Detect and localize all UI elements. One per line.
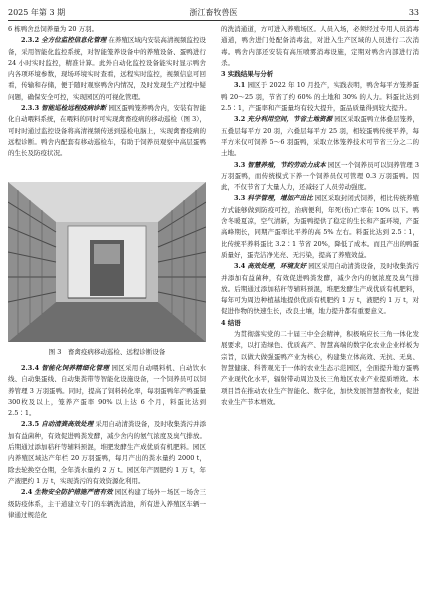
figure-caption: 图 3 畜禽疫病移动巡检、远程诊断设备 <box>48 348 166 356</box>
left-column-bottom <box>8 363 206 521</box>
section-3-heading <box>221 69 419 80</box>
section-number: 3.2 <box>234 115 246 124</box>
section-title: 结语 <box>227 318 241 327</box>
section-title: 智慧养殖，节约劳动力成本 <box>247 160 326 169</box>
section-body: 园区于 2022 年 10 月投产，实践表明，鸭舍每平方笼养蛋鸭 20～25 羽，节省了约 60% 的土地和 30% 的人力。料蛋比达到 2.5∶1，产蛋率和产蛋量均有较大提升，蛋品质量得到较大提升。 <box>221 81 419 113</box>
section-body: 园区构建了场外－场区－场舍三级防疫体系，主干道建立专门的车辆洗消池，所有进入养殖区车辆一律通过规范化 <box>8 488 207 519</box>
section-title: 实践结果与分析 <box>227 70 274 79</box>
section-title: 充分利用空间，节省土地资源 <box>247 115 333 124</box>
section-body: 采用自动清粪设备，及时收集粪污并添加有益菌种，有效促进鸭粪发酵，减少舍内的氨气浓度及臭气排放。后期通过添加秸秆等辅料预混，堆肥发酵生产成优质有机肥料。园区内养殖区域达产年栏 20 万羽蛋鸭，每月产出的粪水量约 2000 t，除去轮换空仓期，全年粪水量约 2 万 t。园区年产固肥约 1 万 t，年产液肥约 1 万 t，实现粪污的有效资源化利用。 <box>8 420 206 485</box>
section-3-3-labor <box>221 160 419 194</box>
section-title: 科学管理，增加产出比 <box>247 194 313 203</box>
section-body: 园区采用自动清粪设备，及时收集粪污并添加有益菌种，有效促进鸭粪发酵，减少舍内的氨浓度及臭气排放。后期通过添加秸秆等辅料预混，堆肥发酵生产成优质有机肥料，每年可为周边种植基地提供优质有机肥约 1 万 t，液肥约 1 万 t，对促进作物的快速生长，改良土壤，地力提升都有重要意义。 <box>221 262 420 316</box>
figure-3-photo <box>8 182 206 342</box>
section-number: 2.3.3 <box>21 104 40 113</box>
page-number: 33 <box>408 8 419 17</box>
section-number: 3.4 <box>234 262 246 271</box>
section-2-3-5 <box>8 419 206 487</box>
paragraph-continuation: 的洗消通道，方可进入养殖场区。人员入场，必须经过专用人员消毒通道，鸭舍进门处配备消毒盆，对进入生产区域的人员进行二次消毒。鸭舍内部还安装有高压喷雾消毒设施，定期对鸭舍内部进行消杀。 <box>221 25 419 67</box>
section-2-4 <box>8 487 206 521</box>
section-number: 3.1 <box>234 81 246 90</box>
section-number: 2.3.4 <box>21 364 40 372</box>
section-body: 园区蛋鸭笼养鸭舍内，安装有智能化自动喂料系统，在喂料的同时可实现禽畜疫病的移动巡检（图 3），可时时通过监控设备将高清视频传送到巡检电脑上，实现禽畜疫病的远程诊断。鸭舍内配套有移动巡检车，有助于饲养员观察中高层蛋鸭的生长及防疫状况。 <box>8 104 206 158</box>
journal-title: 浙江畜牧兽医 <box>189 8 238 17</box>
page-header <box>8 6 419 20</box>
section-title: 生物安全防护措施严密有效 <box>34 488 113 497</box>
section-number: 3.3 <box>234 160 246 169</box>
header-rule <box>8 20 419 21</box>
section-body: 园区一个饲养员可以饲养管理 3 万羽蛋鸭，而传统模式下养一个饲养员仅可管理 0.3 万羽蛋鸭。因此，不仅节省了大量人力，还减轻了人员劳动强度。 <box>221 160 420 192</box>
section-body: 园区采取封闭式饲养，相比传统养殖方式能够做到防疫可控，治病便利，年死(伤)亡率在 10% 以下。鸭舍冬暖夏凉，空气清新，为蛋鸭提供了稳定的生长和产蛋环境，产蛋高峰期长，同期产蛋率比平养的高 5% 左右。料蛋比达到 2.5∶1，比传统平养料蛋比 3.2∶1 节省 20%，降低了成本。而且产出的鸭蛋质量好，蛋壳洁净光亮、无污染，提高了养殖效益。 <box>221 194 419 259</box>
section-title: 全方位监控信息化管理 <box>41 36 107 45</box>
section-3-4 <box>221 261 419 317</box>
right-column <box>221 24 419 408</box>
section-3-3-management <box>221 193 419 261</box>
section-2-3-4 <box>8 363 206 419</box>
section-number: 4 <box>221 318 226 327</box>
issue-label: 2025 年第 3 期 <box>8 8 66 17</box>
section-body: 园区采取蛋鸭立体叠层笼养，五叠层每平方 20 羽，六叠层每平方 25 羽，相较蛋鸭传统平养，每平方米仅可饲养 5～6 羽蛋鸭，采取立体笼养技术可节省三分之二的土地。 <box>221 115 420 158</box>
section-number: 3 <box>221 70 226 79</box>
section-3-2 <box>221 114 419 159</box>
section-4-heading <box>221 318 419 329</box>
section-title: 高效处理，环境友好 <box>247 262 307 271</box>
section-body: 在养殖区域内安装高清视频监控设备，采用智能化监控系统，对智能笼养设备中的养殖设备、蛋鸭进行 24 小时实时监控，精准计算。此外自动化监控设备能实时显示鸭舍内各项环境参数，现场环境实时查看，远程实时监控，视频信息可回看，传输和存储，便于随时观察鸭舍内情况，及时发现生产过程中疑问题，确保安全可控，实现园区的可视化管理。 <box>8 36 206 101</box>
section-title: 智能化饲养精细化管理 <box>41 364 110 372</box>
barn-photo-illustration <box>8 182 206 342</box>
section-number: 2.4 <box>21 488 33 497</box>
section-title: 自动清粪高效处理 <box>41 420 94 429</box>
section-title: 智能巡检远程疫病诊断 <box>41 104 107 113</box>
section-2-3-2 <box>8 35 206 103</box>
conclusion-body: 为贯彻落实党的二十届三中全会精神，积极响应长三角一体化发展要求，以打造绿色、优质高产、智慧高端的数字化农业企业样板为宗旨，以做大做强蛋鸭产业为核心，构建集立体高效、无抗、无臭、智慧健康、科普观光于一体的农业生态示范园区，全面提升地方蛋鸭产业现代化水平，辐射带动周边及长三角地区农业产业提质增效。本项目旨在推动农业生产智能化、数字化，加快发展智慧畜牧业，促进农业生产节本增效。 <box>221 330 419 406</box>
left-column-top <box>8 24 206 160</box>
paragraph-carryover: 6 栋鸭舍总饲养量为 20 万羽。 <box>8 25 99 33</box>
section-body: 园区采用自动喂料机、自动饮水线、自动集蛋线、自动集粪带等智能化设施设备，一个饲养员可以饲养管理 3 万羽蛋鸭。同时，提高了饲料转化率，每羽蛋鸭年产鸭蛋量 300枚及以上，笼养产蛋率 90% 以上达 6 个月，料蛋比达到 2.5∶1。 <box>8 364 207 418</box>
section-3-1 <box>221 80 419 114</box>
section-2-3-3 <box>8 103 206 159</box>
section-number: 3.3 <box>234 194 246 203</box>
section-number: 2.3.2 <box>21 36 40 45</box>
section-number: 2.3.5 <box>21 420 40 429</box>
